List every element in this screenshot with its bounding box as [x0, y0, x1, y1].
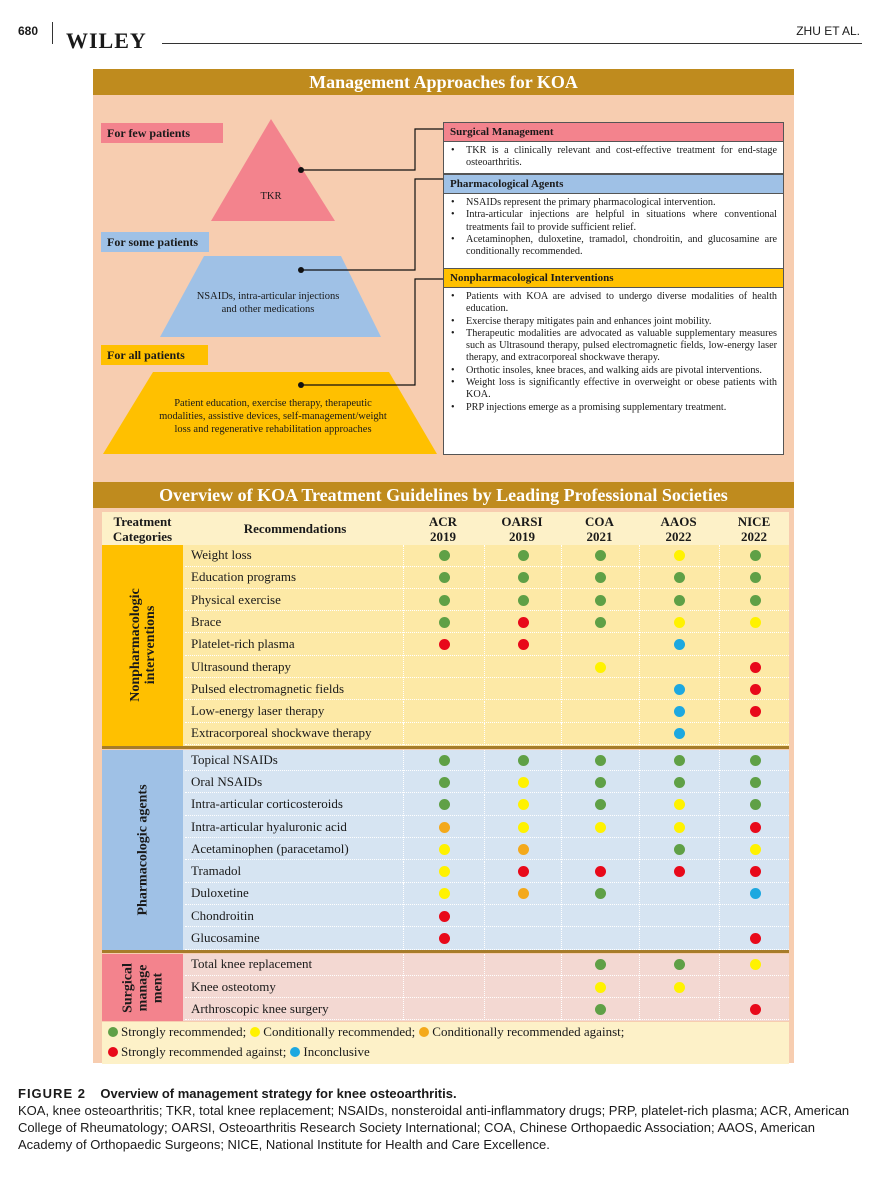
rating-cell: [639, 750, 719, 772]
strongly-recommended-dot: [595, 550, 606, 561]
panel-pharma-title: Pharmacological Agents: [443, 174, 784, 194]
rating-cell: [719, 723, 790, 745]
strongly-recommended-dot: [750, 799, 761, 810]
inconclusive-dot: [290, 1047, 300, 1057]
rating-cell: [561, 999, 639, 1021]
header-society: COA 2021: [585, 514, 614, 544]
connector-dot-bottom: [298, 382, 304, 388]
panel-bullet: • Therapeutic modalities are advocated as valuable supplementary measures such as Ultrasound therapy, pulsed electromagnetic fields, low-energy laser therapy, and extracorporeal shockwave therapy.: [466, 328, 777, 365]
strongly-recommended-dot: [439, 617, 450, 628]
rating-cell: [719, 590, 790, 612]
table-row: [185, 817, 789, 839]
table-row: [185, 839, 789, 861]
rating-cell: [639, 954, 719, 976]
strongly-against-dot: [750, 1004, 761, 1015]
table-header: [102, 512, 789, 545]
rating-cell: [484, 928, 561, 950]
rating-cell: [403, 679, 484, 701]
rating-cell: [561, 861, 639, 883]
legend-item: Conditionally recommended against;: [419, 1024, 624, 1040]
rating-cell: [719, 634, 790, 656]
strongly-against-dot: [750, 684, 761, 695]
section-divider: [102, 950, 789, 953]
strongly-recommended-dot: [518, 595, 529, 606]
strongly-recommended-dot: [674, 959, 685, 970]
panel-bullet: • Intra-articular injections are helpful in situations where conventional treatments fail to provide sufficient relief.: [466, 209, 777, 234]
rating-cell: [484, 977, 561, 999]
rating-cell: [719, 977, 790, 999]
rating-cell: [719, 906, 790, 928]
strongly-recommended-dot: [674, 572, 685, 583]
table-row: [185, 794, 789, 816]
rating-cell: [561, 723, 639, 745]
strongly-recommended-dot: [439, 777, 450, 788]
guidelines-title: Overview of KOA Treatment Guidelines by Leading Professional Societies: [93, 482, 794, 508]
rating-cell: [561, 883, 639, 905]
rating-cell: [639, 634, 719, 656]
rating-cell: [403, 883, 484, 905]
rating-cell: [561, 634, 639, 656]
rating-legend: [102, 1022, 789, 1064]
recommendation-label: Platelet-rich plasma: [191, 636, 295, 652]
rating-cell: [484, 772, 561, 794]
panel-surgical-body: [443, 142, 784, 174]
conditionally-recommended-dot: [518, 777, 529, 788]
rating-cell: [639, 928, 719, 950]
panel-bullet: • Patients with KOA are advised to undergo diverse modalities of health education.: [466, 291, 777, 316]
rating-cell: [561, 612, 639, 634]
rating-cell: [403, 817, 484, 839]
panel-bullet: • Exercise therapy mitigates pain and enhances joint mobility.: [466, 316, 777, 328]
panel-surgical-title: Surgical Management: [443, 122, 784, 142]
rating-cell: [403, 750, 484, 772]
strongly-recommended-dot: [595, 572, 606, 583]
rating-cell: [719, 883, 790, 905]
rating-cell: [561, 906, 639, 928]
legend-item: Strongly recommended;: [108, 1024, 246, 1040]
strongly-against-dot: [595, 866, 606, 877]
rating-cell: [484, 657, 561, 679]
rating-cell: [719, 794, 790, 816]
header-society: NICE 2022: [737, 514, 771, 544]
strongly-recommended-dot: [439, 799, 450, 810]
conditionally-recommended-dot: [595, 822, 606, 833]
rating-cell: [639, 657, 719, 679]
rating-cell: [561, 817, 639, 839]
recommendation-label: Extracorporeal shockwave therapy: [191, 725, 372, 741]
pyramid-bottom-text: Patient education, exercise therapy, therapeutic modalities, assistive devices, self-management/weight loss and regenerative rehabilitation approaches: [159, 398, 387, 435]
rating-cell: [639, 999, 719, 1021]
strongly-recommended-dot: [108, 1027, 118, 1037]
recommendation-label: Intra-articular corticosteroids: [191, 796, 343, 812]
strongly-recommended-dot: [518, 755, 529, 766]
table-row: [185, 999, 789, 1021]
strongly-against-dot: [518, 866, 529, 877]
rating-cell: [639, 701, 719, 723]
rating-cell: [484, 679, 561, 701]
conditionally-recommended-dot: [674, 799, 685, 810]
table-row: [185, 928, 789, 950]
recommendation-label: Topical NSAIDs: [191, 751, 278, 767]
recommendation-label: Ultrasound therapy: [191, 658, 292, 674]
table-row: [185, 906, 789, 928]
header-category: Treatment Categories: [112, 514, 173, 544]
section-label: Pharmacologic agents: [102, 750, 183, 951]
rating-cell: [484, 839, 561, 861]
inconclusive-dot: [674, 684, 685, 695]
strongly-against-dot: [439, 639, 450, 650]
rating-cell: [639, 839, 719, 861]
strongly-against-dot: [750, 933, 761, 944]
rating-cell: [403, 999, 484, 1021]
strongly-against-dot: [518, 639, 529, 650]
figure-panel: [93, 69, 794, 1063]
table-row: [185, 977, 789, 999]
legend-item: Strongly recommended against;: [108, 1044, 286, 1060]
strongly-against-dot: [750, 706, 761, 717]
panel-bullet: • Acetaminophen, duloxetine, tramadol, chondroitin, and glucosamine are conditionally recommended.: [466, 234, 777, 259]
rating-cell: [639, 612, 719, 634]
rating-cell: [639, 679, 719, 701]
panel-bullet: • Weight loss is significantly effective in overweight or obese patients with KOA.: [466, 377, 777, 402]
section-label: Surgical manage ment: [102, 954, 183, 1021]
table-row: [185, 634, 789, 656]
panel-bullet: • PRP injections emerge as a promising supplementary treatment.: [466, 402, 777, 414]
strongly-recommended-dot: [595, 595, 606, 606]
rating-cell: [639, 977, 719, 999]
strongly-recommended-dot: [750, 777, 761, 788]
strongly-recommended-dot: [439, 755, 450, 766]
inconclusive-dot: [674, 728, 685, 739]
strongly-recommended-dot: [750, 595, 761, 606]
strongly-recommended-dot: [595, 888, 606, 899]
conditionally-recommended-dot: [750, 617, 761, 628]
conditionally-recommended-dot: [439, 844, 450, 855]
header-society: OARSI 2019: [501, 514, 543, 544]
panel-bullet: • Orthotic insoles, knee braces, and walking aids are pivotal interventions.: [466, 365, 777, 377]
rating-cell: [719, 545, 790, 567]
conditionally-recommended-dot: [595, 982, 606, 993]
table-row: [185, 861, 789, 883]
table-row: [185, 750, 789, 772]
rating-cell: [719, 928, 790, 950]
strongly-recommended-dot: [595, 755, 606, 766]
rating-cell: [719, 954, 790, 976]
rating-cell: [484, 634, 561, 656]
conditionally-recommended-dot: [674, 982, 685, 993]
recommendation-label: Tramadol: [191, 863, 242, 879]
rating-cell: [403, 701, 484, 723]
journal-logo: WILEY: [66, 28, 147, 53]
strongly-against-dot: [439, 933, 450, 944]
rating-cell: [403, 906, 484, 928]
page-number: 680: [18, 24, 39, 38]
rating-cell: [639, 883, 719, 905]
recommendation-label: Low-energy laser therapy: [191, 703, 325, 719]
rating-cell: [403, 954, 484, 976]
recommendation-label: Physical exercise: [191, 591, 281, 607]
rating-cell: [639, 817, 719, 839]
strongly-recommended-dot: [439, 595, 450, 606]
panel-bullet: • NSAIDs represent the primary pharmacological intervention.: [466, 197, 777, 209]
inconclusive-dot: [750, 888, 761, 899]
recommendation-label: Glucosamine: [191, 930, 260, 946]
rating-cell: [719, 701, 790, 723]
rating-cell: [639, 861, 719, 883]
rating-cell: [403, 657, 484, 679]
pyramid-middle-text: NSAIDs, intra-articular injections and other medications: [196, 291, 340, 315]
rating-cell: [719, 772, 790, 794]
rating-cell: [719, 817, 790, 839]
level-label-few: For few patients: [101, 123, 223, 143]
strongly-recommended-dot: [439, 572, 450, 583]
table-row: [185, 612, 789, 634]
strongly-against-dot: [750, 822, 761, 833]
figure-caption: [18, 1085, 863, 1153]
strongly-recommended-dot: [595, 1004, 606, 1015]
section-pharmacologic: [102, 750, 789, 951]
rating-cell: [719, 839, 790, 861]
strongly-against-dot: [518, 617, 529, 628]
conditionally-recommended-dot: [674, 550, 685, 561]
table-row: [185, 657, 789, 679]
rating-cell: [561, 794, 639, 816]
strongly-recommended-dot: [518, 550, 529, 561]
rating-cell: [561, 567, 639, 589]
rating-cell: [561, 679, 639, 701]
rating-cell: [639, 794, 719, 816]
strongly-against-dot: [750, 662, 761, 673]
table-row: [185, 701, 789, 723]
conditionally-recommended-dot: [518, 822, 529, 833]
recommendation-label: Chondroitin: [191, 907, 254, 923]
rating-cell: [403, 590, 484, 612]
strongly-recommended-dot: [595, 959, 606, 970]
rating-cell: [639, 545, 719, 567]
header-rule: [162, 43, 862, 44]
conditionally-recommended-dot: [750, 844, 761, 855]
rating-cell: [403, 839, 484, 861]
rating-cell: [639, 906, 719, 928]
rating-cell: [484, 954, 561, 976]
table-row: [185, 590, 789, 612]
panel-nonpharma-title: Nonpharmacological Interventions: [443, 268, 784, 288]
strongly-recommended-dot: [750, 572, 761, 583]
inconclusive-dot: [674, 706, 685, 717]
rating-cell: [403, 545, 484, 567]
recommendation-label: Oral NSAIDs: [191, 773, 263, 789]
section-divider: [102, 746, 789, 749]
strongly-recommended-dot: [595, 799, 606, 810]
table-row: [185, 723, 789, 745]
conditionally-recommended-dot: [674, 617, 685, 628]
strongly-against-dot: [750, 866, 761, 877]
rating-cell: [484, 906, 561, 928]
conditionally-against-dot: [419, 1027, 429, 1037]
strongly-recommended-dot: [674, 844, 685, 855]
rating-cell: [561, 839, 639, 861]
conditionally-recommended-dot: [439, 866, 450, 877]
rating-cell: [561, 928, 639, 950]
strongly-recommended-dot: [750, 550, 761, 561]
rating-cell: [484, 590, 561, 612]
strongly-recommended-dot: [595, 777, 606, 788]
strongly-against-dot: [674, 866, 685, 877]
conditionally-recommended-dot: [595, 662, 606, 673]
rating-cell: [561, 772, 639, 794]
legend-item: Conditionally recommended;: [250, 1024, 415, 1040]
table-row: [185, 567, 789, 589]
conditionally-against-dot: [439, 822, 450, 833]
rating-cell: [719, 999, 790, 1021]
rating-cell: [561, 590, 639, 612]
strongly-against-dot: [439, 911, 450, 922]
recommendation-label: Duloxetine: [191, 885, 249, 901]
conditionally-against-dot: [518, 844, 529, 855]
page-header: [0, 0, 878, 60]
rating-cell: [403, 723, 484, 745]
legend-item: Inconclusive: [290, 1044, 369, 1060]
rating-cell: [484, 794, 561, 816]
rating-cell: [484, 817, 561, 839]
rating-cell: [403, 977, 484, 999]
rating-cell: [484, 750, 561, 772]
header-recommendations: Recommendations: [243, 521, 347, 536]
caption-text: KOA, knee osteoarthritis; TKR, total knee replacement; NSAIDs, nonsteroidal anti-inflammatory drugs; PRP, platelet-rich plasma; ACR, American College of Rheumatology; OARSI, Osteoarthritis Research Society International; COA, Chinese Orthopaedic Association; AAOS, American Academy of Orthopaedic Surgeons; NICE, National Institute for Health and Care Excellence.: [18, 1103, 850, 1152]
rating-cell: [561, 750, 639, 772]
rating-cell: [561, 954, 639, 976]
strongly-against-dot: [108, 1047, 118, 1057]
rating-cell: [484, 701, 561, 723]
rating-cell: [484, 861, 561, 883]
level-label-some: For some patients: [101, 232, 209, 252]
management-title: Management Approaches for KOA: [93, 69, 794, 95]
table-row: [185, 679, 789, 701]
conditionally-recommended-dot: [518, 799, 529, 810]
rating-cell: [484, 567, 561, 589]
table-row: [185, 883, 789, 905]
rating-cell: [719, 657, 790, 679]
recommendation-label: Total knee replacement: [191, 956, 313, 972]
rating-cell: [561, 545, 639, 567]
strongly-recommended-dot: [674, 595, 685, 606]
connector-dot-middle: [298, 267, 304, 273]
recommendation-label: Intra-articular hyaluronic acid: [191, 818, 347, 834]
conditionally-recommended-dot: [439, 888, 450, 899]
pyramid-top-text: TKR: [260, 191, 282, 202]
rating-cell: [403, 861, 484, 883]
rating-cell: [561, 977, 639, 999]
rating-cell: [719, 612, 790, 634]
header-society: ACR 2019: [428, 514, 458, 544]
table-row: [185, 772, 789, 794]
strongly-recommended-dot: [518, 572, 529, 583]
rating-cell: [639, 723, 719, 745]
rating-cell: [719, 861, 790, 883]
rating-cell: [561, 657, 639, 679]
rating-cell: [639, 567, 719, 589]
recommendation-label: Pulsed electromagnetic fields: [191, 680, 345, 696]
rating-cell: [403, 634, 484, 656]
recommendation-label: Education programs: [191, 569, 297, 585]
conditionally-against-dot: [518, 888, 529, 899]
rating-cell: [403, 928, 484, 950]
rating-cell: [484, 723, 561, 745]
section-nonpharmacologic: [102, 545, 789, 746]
header-divider: [52, 22, 53, 44]
rating-cell: [484, 545, 561, 567]
strongly-recommended-dot: [674, 777, 685, 788]
connector-dot-top: [298, 167, 304, 173]
rating-cell: [403, 794, 484, 816]
rating-cell: [719, 679, 790, 701]
recommendation-label: Brace: [191, 613, 222, 629]
recommendation-label: Knee osteotomy: [191, 978, 276, 994]
caption-title: FIGURE 2 Overview of management strategy for knee osteoarthritis.: [18, 1086, 457, 1101]
strongly-recommended-dot: [674, 755, 685, 766]
rating-cell: [719, 750, 790, 772]
recommendation-label: Acetaminophen (paracetamol): [191, 840, 349, 856]
running-authors: ZHU ET AL.: [796, 24, 860, 38]
conditionally-recommended-dot: [750, 959, 761, 970]
rating-cell: [403, 772, 484, 794]
rating-cell: [403, 612, 484, 634]
rating-cell: [403, 567, 484, 589]
section-label: Nonpharmacologic interventions: [102, 545, 183, 746]
rating-cell: [639, 772, 719, 794]
conditionally-recommended-dot: [250, 1027, 260, 1037]
panel-nonpharma-body: [443, 288, 784, 455]
section-surgical: [102, 954, 789, 1021]
conditionally-recommended-dot: [674, 822, 685, 833]
rating-cell: [639, 590, 719, 612]
rating-cell: [484, 999, 561, 1021]
recommendation-label: Arthroscopic knee surgery: [191, 1000, 329, 1016]
strongly-recommended-dot: [439, 550, 450, 561]
strongly-recommended-dot: [750, 755, 761, 766]
panel-pharma-body: [443, 194, 784, 269]
table-row: [185, 954, 789, 976]
panel-bullet: • TKR is a clinically relevant and cost-effective treatment for end-stage osteoarthritis.: [466, 145, 777, 170]
recommendation-label: Weight loss: [191, 547, 252, 562]
inconclusive-dot: [674, 639, 685, 650]
header-society: AAOS 2022: [660, 514, 697, 544]
rating-cell: [719, 567, 790, 589]
table-row: [185, 545, 789, 567]
rating-cell: [561, 701, 639, 723]
strongly-recommended-dot: [595, 617, 606, 628]
level-label-all: For all patients: [101, 345, 208, 365]
rating-cell: [484, 612, 561, 634]
rating-cell: [484, 883, 561, 905]
